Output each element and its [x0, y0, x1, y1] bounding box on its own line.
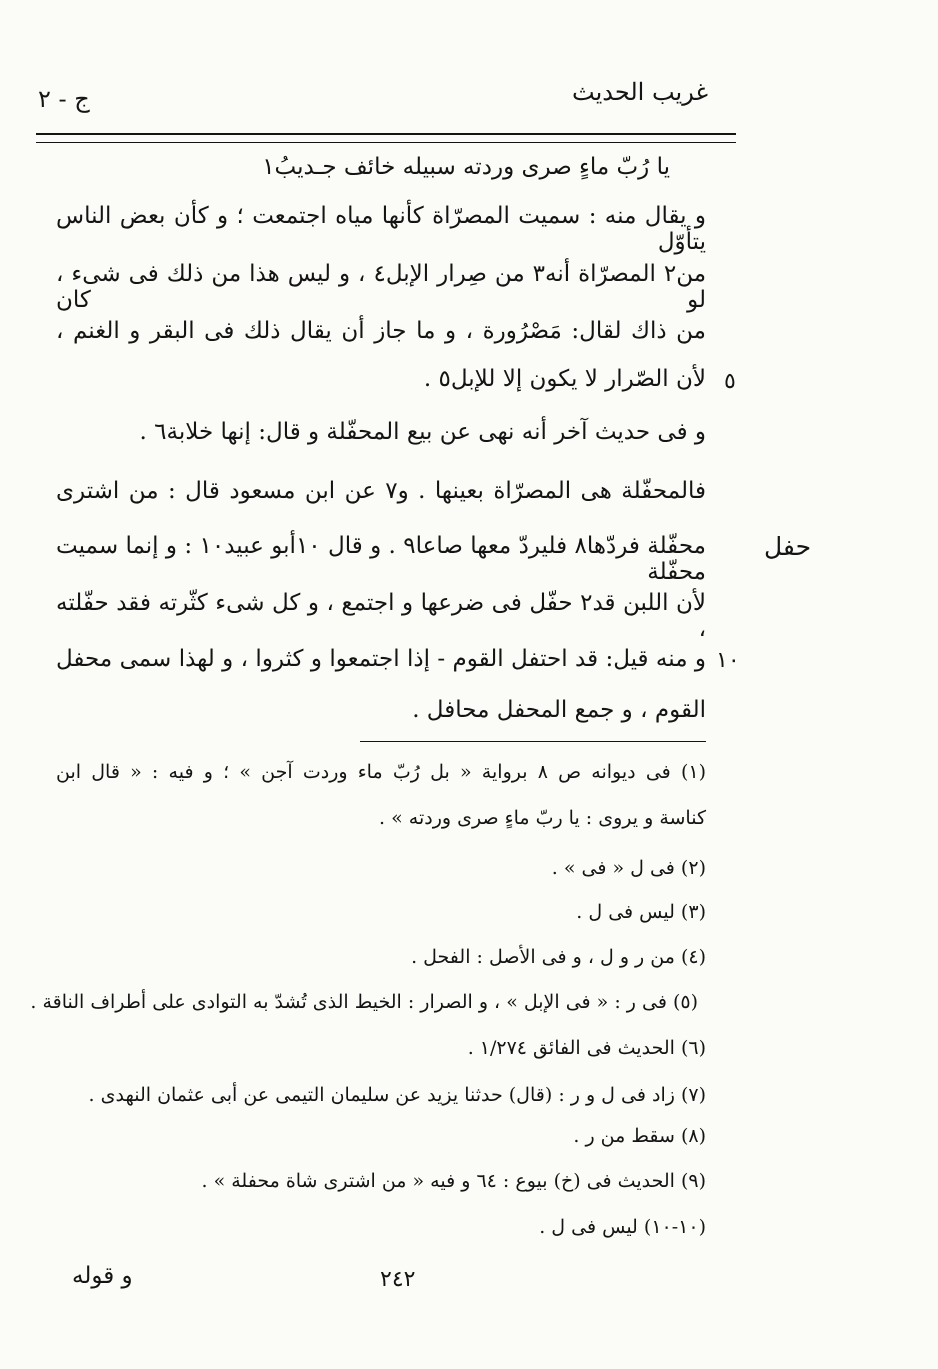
margin-keyword: حفل [764, 532, 812, 561]
page-number: ٢٤٢ [380, 1267, 416, 1292]
body-line: من٢ المصرّاة أنه٣ من صِرار الإبل٤ ، و ليس هذا من ذلك فى شىء ، لو كان [56, 261, 707, 313]
footnote: (٣) ليس فى ل . [576, 901, 706, 923]
footnote: (٩) الحديث فى (خ) بيوع : ٦٤ و فيه « من اشترى شاة محفلة » . [201, 1170, 706, 1192]
line-number: ١٠ [716, 648, 740, 673]
footnote: (٥) فى ر : « فى الإبل » ، و الصرار : الخيط الذى تُشدّ به التوادى على أطراف الناقة . [30, 991, 698, 1013]
body-line: و منه قيل: قد احتفل القوم - إذا اجتمعوا و كثروا ، و لهذا سمى محفل [56, 646, 706, 672]
footnote: (١) فى ديوانه ص ٨ برواية « بل رُبّ ماء وردت آجن » ؛ و فيه : « قال ابن [56, 761, 706, 783]
body-line: لأن الصّرار لا يكون إلا للإبل٥ . [423, 366, 706, 392]
line-number: ٥ [724, 369, 736, 394]
footnote: (٦) الحديث فى الفائق ١/٢٧٤ . [467, 1037, 706, 1059]
footnote: (١٠-١٠) ليس فى ل . [539, 1216, 706, 1238]
body-line: و يقال منه : سميت المصرّاة كأنها مياه اجتمعت ؛ و كأن بعض الناس يتأوّل [56, 203, 706, 255]
running-title: غريب الحديث [572, 78, 708, 106]
footnote-rule [360, 741, 706, 742]
footnote: كناسة و يروى : يا ربّ ماءٍ صرى وردته » . [379, 807, 706, 829]
header-rule [36, 133, 736, 143]
body-line: لأن اللبن قد٢ حفّل فى ضرعها و اجتمع ، و كل شىء كثّرته فقد حفّلته ، [56, 590, 706, 642]
poetry-verse: يا رُبّ ماءٍ صرى وردته سبيله خائف جـديبُ١ [262, 154, 670, 180]
body-line: محفّلة فردّها٨ فليردّ معها صاعا٩ . و قال ١٠أبو عبيد١٠ : و إنما سميت محفّلة [56, 533, 706, 585]
footnote: (٨) سقط من ر . [573, 1125, 706, 1147]
body-line: فالمحفّلة هى المصرّاة بعينها . و٧ عن ابن مسعود قال : من اشترى [56, 478, 707, 504]
body-line: القوم ، و جمع المحفل محافل . [412, 697, 706, 723]
body-line: و فى حديث آخر أنه نهى عن بيع المحفّلة و قال: إنها خلابة٦ . [139, 419, 706, 445]
footnote: (٢) فى ل « فى » . [551, 857, 706, 879]
footnote: (٤) من ر و ل ، و فى الأصل : الفحل . [411, 946, 706, 968]
catchword: و قوله [72, 1263, 133, 1289]
volume-number: ج - ٢ [38, 85, 90, 113]
footnote: (٧) زاد فى ل و ر : (قال) حدثنا يزيد عن سليمان التيمى عن أبى عثمان النهدى . [88, 1084, 706, 1106]
body-line: من ذاك لقال: مَصْرُورة ، و ما جاز أن يقال ذلك فى البقر و الغنم ، [56, 318, 706, 344]
